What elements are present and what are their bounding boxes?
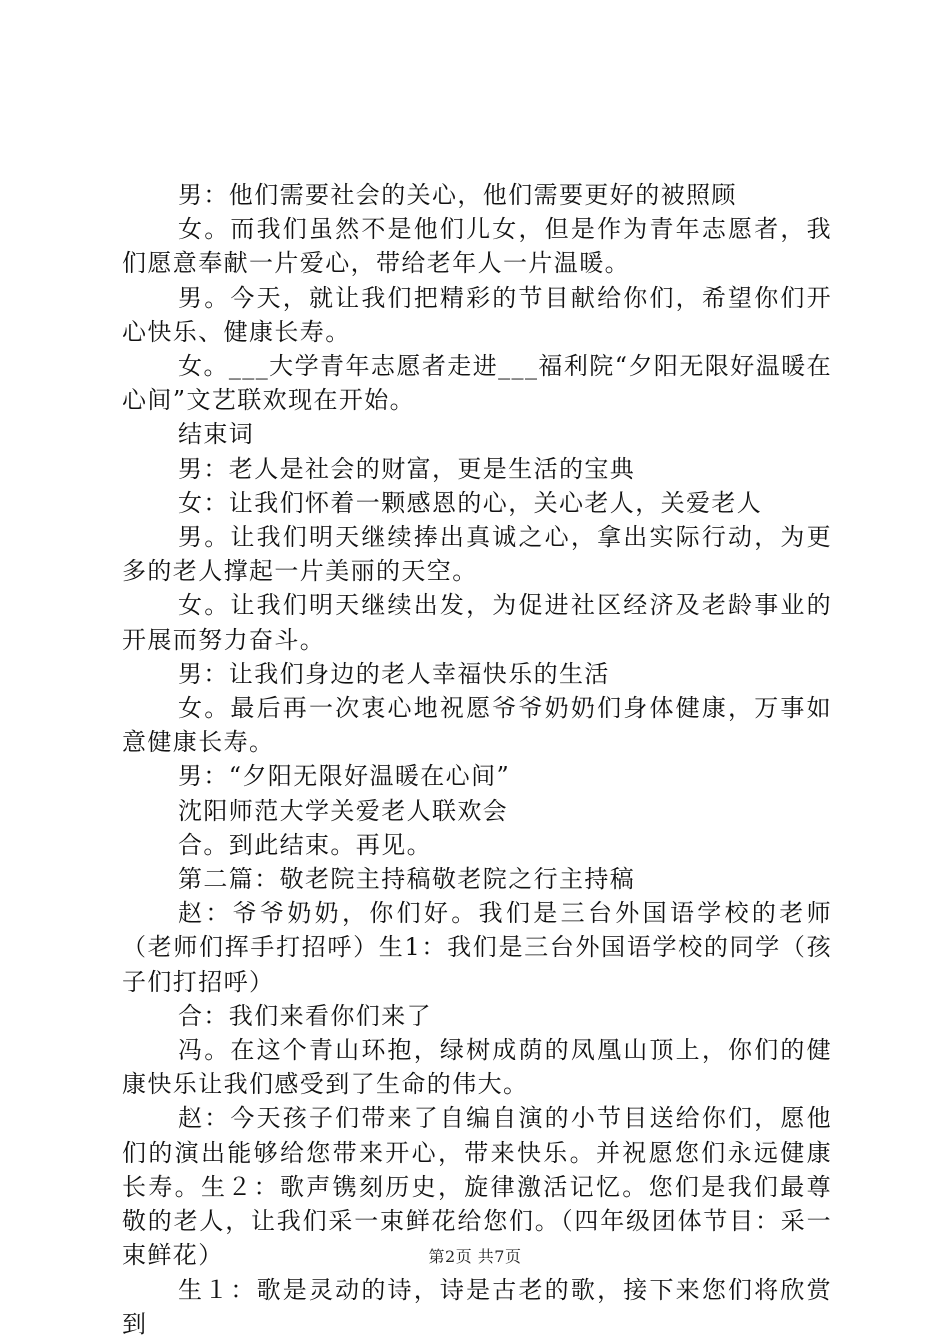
paragraph: 合：我们来看你们来了 — [178, 1001, 432, 1030]
paragraph: 女：让我们怀着一颗感恩的心，关心老人，关爱老人 — [178, 488, 763, 517]
section-heading: 结束词 — [178, 420, 255, 449]
page-number-footer: 第2页 共7页 — [428, 1247, 522, 1266]
paragraph: 生１：歌是灵动的诗，诗是古老的歌，接下来您们将欣赏到 — [122, 1275, 832, 1338]
paragraph: 女。最后再一次衷心地祝愿爷爷奶奶们身体健康，万事如意健康长寿。 — [122, 694, 832, 757]
paragraph: 合。到此结束。再见。 — [178, 830, 432, 859]
paragraph: 男：他们需要社会的关心，他们需要更好的被照顾 — [178, 181, 737, 209]
paragraph: 赵：今天孩子们带来了自编自演的小节目送给你们，愿他们的演出能够给您带来开心，带来快乐。并祝愿您们永远健康长寿。生２：歌声镌刻历史，旋律激活记忆。您们是我们最尊敬的老人，让我们采一束鲜花给您们。（四年级团体节目：采一束鲜花） — [122, 1104, 832, 1270]
paragraph: 男：“夕阳无限好温暖在心间” — [178, 762, 511, 791]
paragraph: 冯。在这个青山环抱，绿树成荫的凤凰山顶上，你们的健康快乐让我们感受到了生命的伟大。 — [122, 1036, 832, 1099]
paragraph: 女。让我们明天继续出发，为促进社区经济及老龄事业的开展而努力奋斗。 — [122, 591, 832, 654]
paragraph: 男：让我们身边的老人幸福快乐的生活 — [178, 659, 610, 688]
paragraph: 男。让我们明天继续捧出真诚之心，拿出实际行动，为更多的老人撑起一片美丽的天空。 — [122, 523, 832, 586]
section-heading: 第二篇：敬老院主持稿敬老院之行主持稿 — [178, 865, 636, 894]
paragraph: 沈阳师范大学关爱老人联欢会 — [178, 796, 509, 825]
paragraph: 男。今天，就让我们把精彩的节目献给你们，希望你们开心快乐、健康长寿。 — [122, 283, 832, 346]
paragraph: 女。___大学青年志愿者走进___福利院“夕阳无限好温暖在心间”文艺联欢现在开始。 — [122, 352, 832, 415]
paragraph: 男：老人是社会的财富，更是生活的宝典 — [178, 454, 636, 483]
paragraph: 女。而我们虽然不是他们儿女，但是作为青年志愿者，我们愿意奉献一片爱心，带给老年人一片温暖。 — [122, 215, 832, 278]
document-body — [122, 178, 832, 1341]
paragraph: 赵：爷爷奶奶，你们好。我们是三台外国语学校的老师（老师们挥手打招呼）生1：我们是三台外国语学校的同学（孩子们打招呼） — [122, 899, 832, 996]
